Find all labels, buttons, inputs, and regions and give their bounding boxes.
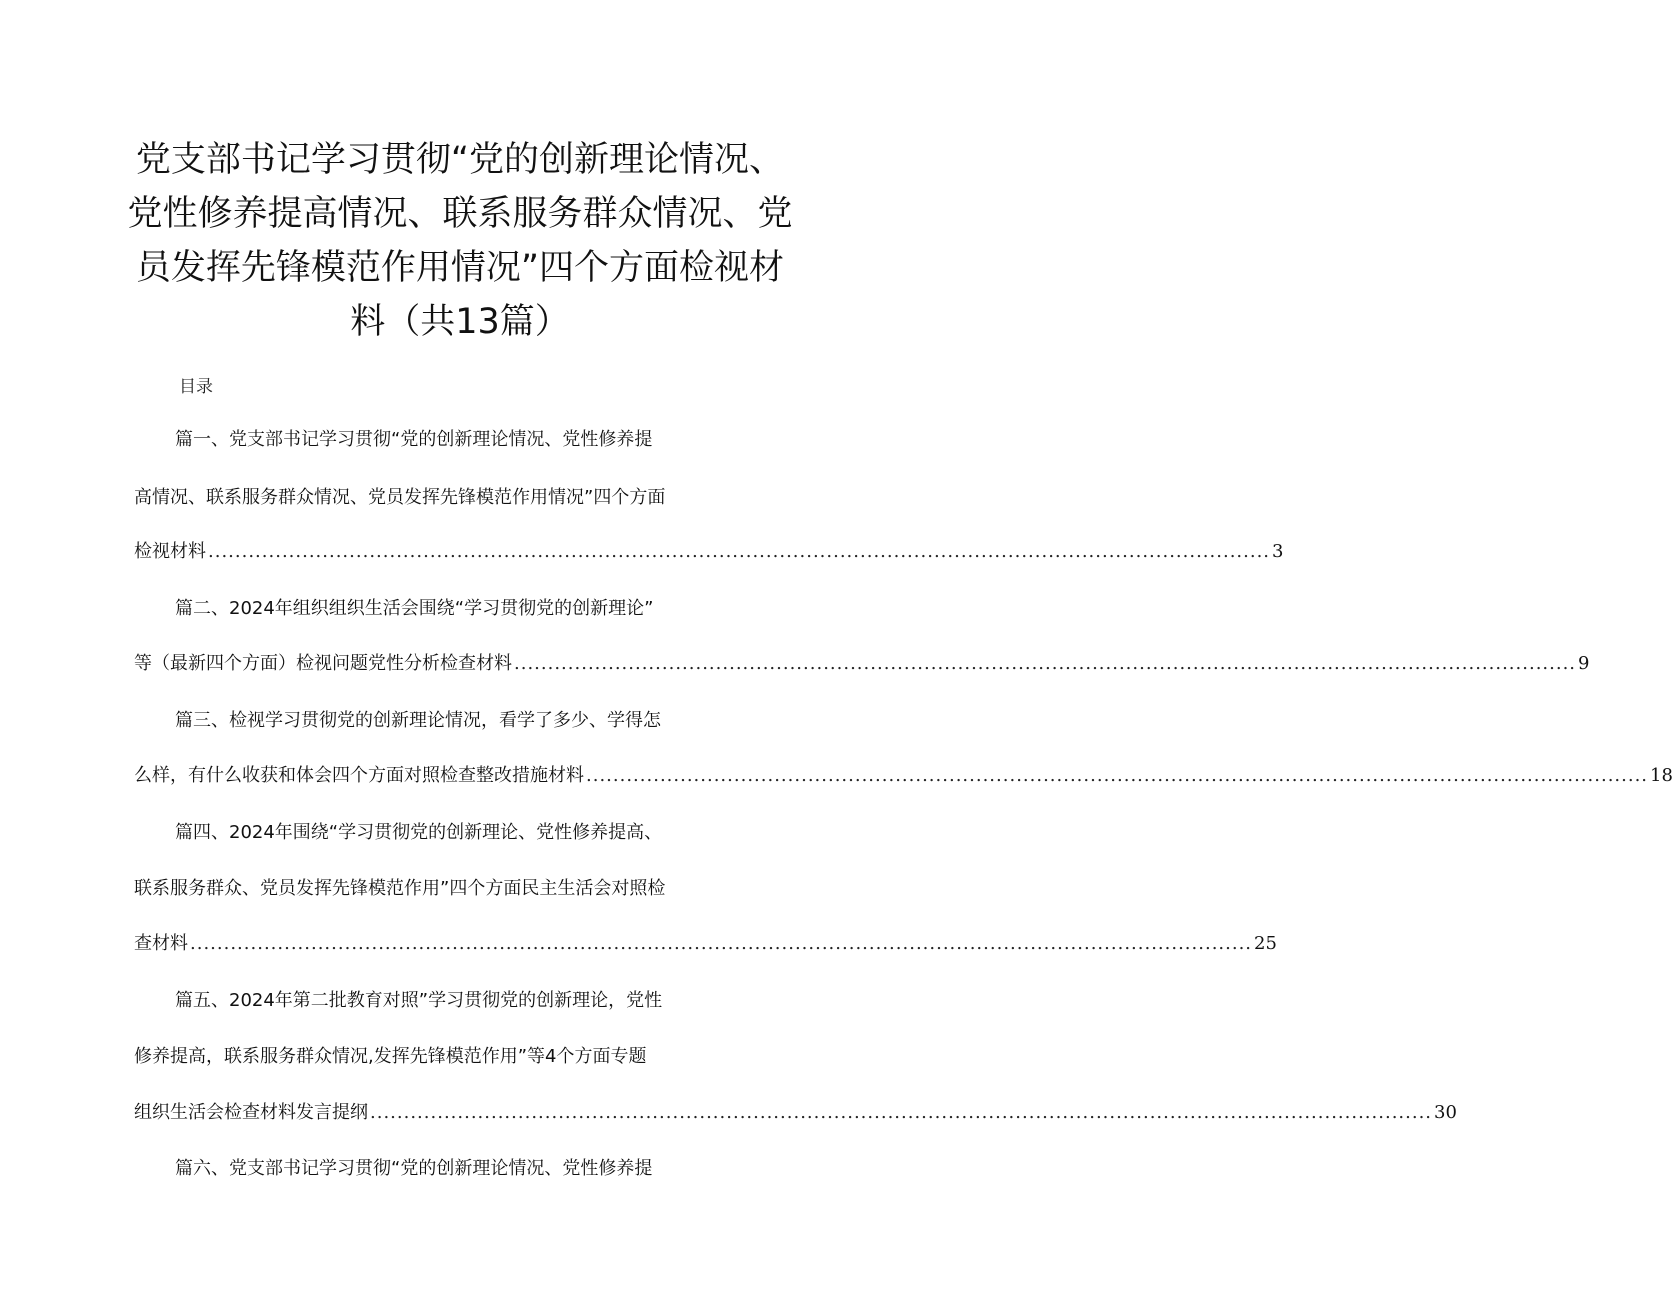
toc-page-number: 3 <box>1272 541 1284 562</box>
title-line: 党性修养提高情况、联系服务群众情况、党 <box>127 194 793 234</box>
dot-leader: .............................................................................................................................................................. <box>208 541 1271 562</box>
dot-leader: .............................................................................................................................................................. <box>370 1102 1433 1123</box>
toc-page-number: 30 <box>1434 1102 1457 1123</box>
toc-entry-line: 等（最新四个方面）检视问题党性分析检查材料 <box>134 653 512 674</box>
toc-entry-line: 高情况、联系服务群众情况、党员发挥先锋模范作用情况”四个方面 <box>134 487 666 508</box>
toc-entry-leader-line <box>134 761 1673 791</box>
toc-entry-leader-line <box>134 649 1590 679</box>
toc-entry-leader-line <box>134 929 1277 959</box>
toc-entry-line: 组织生活会检查材料发言提纲 <box>134 1102 368 1123</box>
toc-entry-line: 修养提高，联系服务群众情况,发挥先锋模范作用”等4个方面专题 <box>134 1046 647 1067</box>
toc-entry-line: 篇三、检视学习贯彻党的创新理论情况，看学了多少、学得怎 <box>175 710 661 731</box>
toc-entry-line: 篇一、党支部书记学习贯彻“党的创新理论情况、党性修养提 <box>175 429 653 450</box>
dot-leader: .............................................................................................................................................................. <box>190 933 1253 954</box>
title-line: 党支部书记学习贯彻“党的创新理论情况、 <box>135 140 785 180</box>
toc-entry-line: 检视材料 <box>134 541 206 562</box>
toc-page-number: 18 <box>1650 765 1673 786</box>
title-line: 员发挥先锋模范作用情况”四个方面检视材 <box>135 248 785 288</box>
toc-entry-line: 篇五、2024年第二批教育对照”学习贯彻党的创新理论，党性 <box>175 990 663 1011</box>
document-title <box>120 133 800 349</box>
toc-entry-leader-line <box>134 1098 1457 1128</box>
toc-entry-leader-line <box>134 537 1284 567</box>
toc-entry-line: 篇二、2024年组织组织生活会围绕“学习贯彻党的创新理论” <box>175 598 654 619</box>
dot-leader: .............................................................................................................................................................. <box>586 765 1649 786</box>
toc-entry-line: 篇四、2024年围绕“学习贯彻党的创新理论、党性修养提高、 <box>175 822 663 843</box>
toc-entry-line: 么样，有什么收获和体会四个方面对照检查整改措施材料 <box>134 765 584 786</box>
toc-entry-line: 篇六、党支部书记学习贯彻“党的创新理论情况、党性修养提 <box>175 1158 653 1179</box>
toc-heading: 目录 <box>179 377 213 397</box>
toc-page-number: 25 <box>1254 933 1277 954</box>
toc-page-number: 9 <box>1578 653 1590 674</box>
title-line: 料（共13篇） <box>350 302 570 342</box>
dot-leader: .............................................................................................................................................................. <box>514 653 1577 674</box>
toc-entry-line: 联系服务群众、党员发挥先锋模范作用”四个方面民主生活会对照检 <box>134 878 666 899</box>
toc-entry-line: 查材料 <box>134 933 188 954</box>
